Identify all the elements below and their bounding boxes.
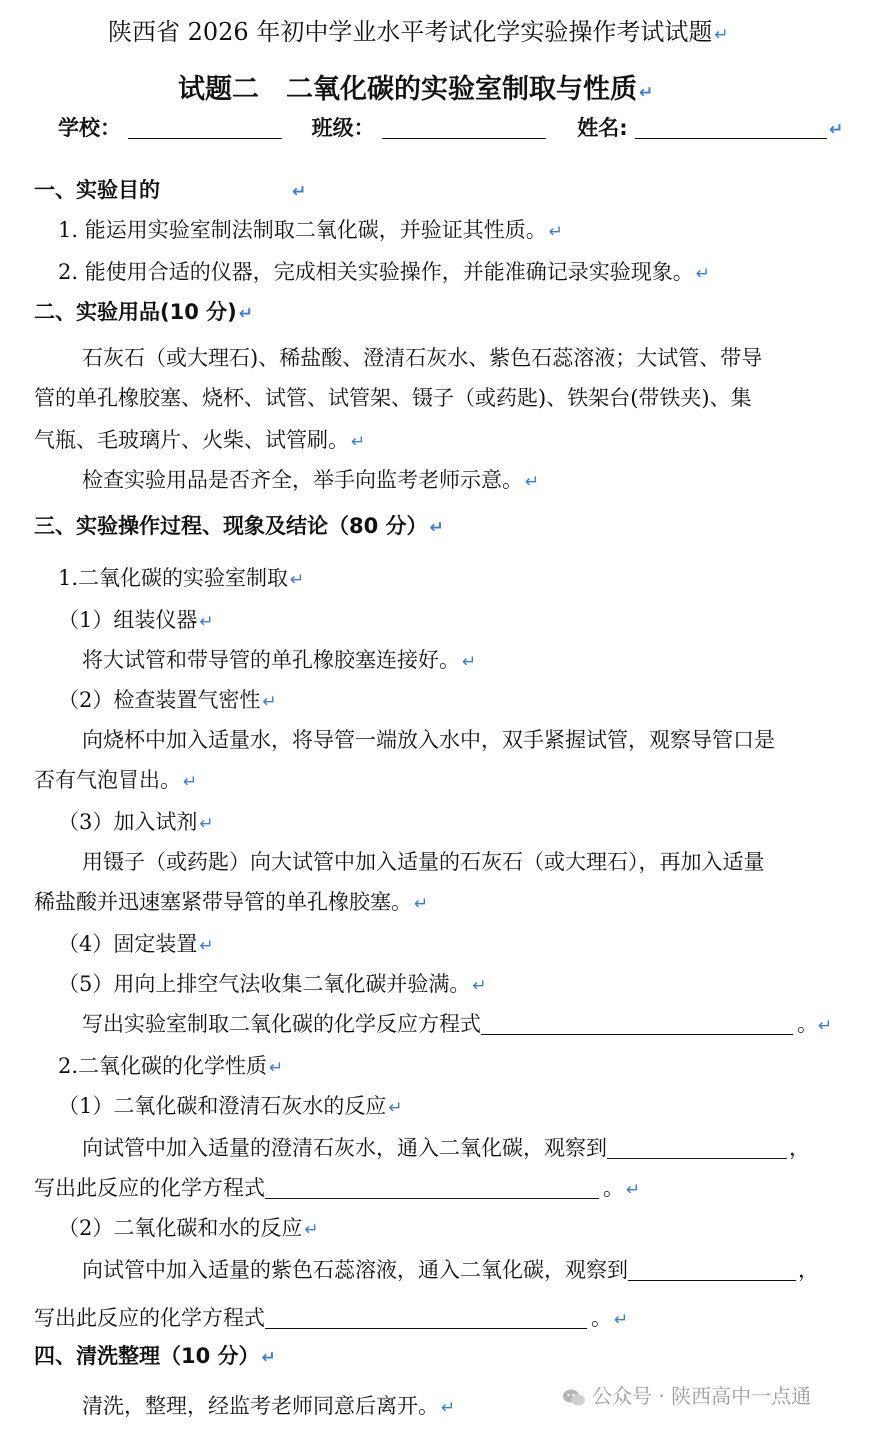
s3-2-heading-text: 2.二氧化碳的化学性质 bbox=[58, 1054, 268, 1078]
s3-2-1-line-2-text: 写出此反应的化学方程式 bbox=[34, 1176, 265, 1200]
s2-line-3-text: 气瓶、毛玻璃片、火柴、试管刷。 bbox=[34, 428, 349, 452]
paragraph-mark-icon: ↵ bbox=[304, 1220, 319, 1240]
student-info-row bbox=[58, 114, 843, 144]
s3-1-equation-line bbox=[82, 1010, 832, 1040]
s2-line-3 bbox=[34, 426, 365, 456]
paragraph-mark-icon: ↵ bbox=[714, 25, 729, 45]
s3-1-5-heading bbox=[58, 970, 487, 1000]
co2-preparation-equation-field[interactable] bbox=[481, 1012, 793, 1035]
paragraph-mark-icon: ↵ bbox=[388, 1098, 403, 1118]
s3-2-1-heading-text: （1）二氧化碳和澄清石灰水的反应 bbox=[58, 1094, 387, 1118]
s3-2-2-line-1-text: 向试管中加入适量的紫色石蕊溶液，通入二氧化碳，观察到 bbox=[82, 1258, 628, 1282]
period-punct: 。 bbox=[797, 1012, 818, 1036]
paragraph-mark-icon: ↵ bbox=[695, 264, 710, 284]
name-label: 姓名: bbox=[577, 116, 628, 140]
s3-1-3-line-2 bbox=[34, 888, 428, 918]
section-4-title-text: 四、清洗整理（10 分） bbox=[34, 1344, 260, 1368]
s3-1-5-heading-text: （5）用向上排空气法收集二氧化碳并验满。 bbox=[58, 972, 471, 996]
s3-1-3-heading bbox=[58, 808, 214, 838]
s1-item-2-text: 2. 能使用合适的仪器，完成相关实验操作，并能准确记录实验现象。 bbox=[58, 260, 694, 284]
paragraph-mark-icon: ↵ bbox=[818, 1016, 833, 1036]
exam-title bbox=[108, 18, 729, 49]
paragraph-mark-icon: ↵ bbox=[183, 772, 198, 792]
limewater-observation-field[interactable] bbox=[607, 1136, 787, 1159]
comma-punct: ， bbox=[789, 1136, 810, 1160]
s1-item-2 bbox=[58, 258, 710, 288]
s2-line-2 bbox=[34, 384, 752, 412]
paragraph-mark-icon: ↵ bbox=[351, 432, 366, 452]
section-2-title-text: 二、实验用品(10 分) bbox=[34, 300, 237, 324]
class-label: 班级： bbox=[311, 116, 375, 140]
period-punct: 。 bbox=[603, 1176, 624, 1200]
s2-line-1-text: 石灰石（或大理石)、稀盐酸、澄清石灰水、紫色石蕊溶液；大试管、带导 bbox=[82, 346, 763, 370]
s3-2-2-line-2 bbox=[34, 1304, 628, 1334]
question-title-text: 试题二 二氧化碳的实验室制取与性质 bbox=[178, 74, 637, 105]
paragraph-mark-icon: ↵ bbox=[261, 1348, 276, 1368]
s3-2-1-line-2 bbox=[34, 1174, 640, 1204]
school-label: 学校： bbox=[58, 116, 121, 140]
s3-2-2-line-1 bbox=[82, 1256, 819, 1284]
paragraph-mark-icon: ↵ bbox=[472, 976, 487, 996]
s3-1-1-text-content: 将大试管和带导管的单孔橡胶塞连接好。 bbox=[82, 648, 460, 672]
paragraph-mark-icon: ↵ bbox=[614, 1310, 629, 1330]
litmus-observation-field[interactable] bbox=[628, 1258, 796, 1281]
section-1-title-text: 一、实验目的 bbox=[34, 178, 160, 202]
s3-1-4-heading-text: （4）固定装置 bbox=[58, 932, 198, 956]
s3-1-heading-text: 1.二氧化碳的实验室制取 bbox=[58, 566, 289, 590]
paragraph-mark-icon: ↵ bbox=[292, 182, 307, 202]
paragraph-mark-icon: ↵ bbox=[626, 1180, 641, 1200]
s1-item-1 bbox=[58, 216, 563, 246]
paragraph-mark-icon: ↵ bbox=[525, 472, 540, 492]
paragraph-mark-icon: ↵ bbox=[238, 304, 253, 324]
s3-1-equation-prompt: 写出实验室制取二氧化碳的化学反应方程式 bbox=[82, 1012, 481, 1036]
s3-1-2-line-2-text: 否有气泡冒出。 bbox=[34, 768, 181, 792]
paragraph-mark-icon: ↵ bbox=[441, 1398, 456, 1418]
s2-line-2-text: 管的单孔橡胶塞、烧杯、试管、试管架、镊子（或药匙)、铁架台(带铁夹)、集 bbox=[34, 386, 752, 410]
class-field[interactable] bbox=[382, 116, 546, 139]
paragraph-mark-icon: ↵ bbox=[828, 120, 844, 140]
s3-2-2-heading bbox=[58, 1214, 319, 1244]
s3-2-1-heading bbox=[58, 1092, 403, 1122]
paragraph-mark-icon: ↵ bbox=[429, 518, 444, 538]
paragraph-mark-icon: ↵ bbox=[639, 83, 654, 103]
limewater-equation-field[interactable] bbox=[265, 1176, 599, 1199]
s3-1-4-heading bbox=[58, 930, 214, 960]
section-1-title bbox=[34, 176, 306, 206]
period-punct: 。 bbox=[591, 1306, 612, 1330]
paragraph-mark-icon: ↵ bbox=[269, 1058, 284, 1078]
s3-2-heading bbox=[58, 1052, 283, 1082]
s3-1-2-heading bbox=[58, 686, 277, 716]
s3-1-1-heading bbox=[58, 606, 214, 636]
wechat-icon bbox=[562, 1388, 586, 1408]
s3-1-3-line-1-text: 用镊子（或药匙）向大试管中加入适量的石灰石（或大理石），再加入适量 bbox=[82, 850, 765, 874]
paragraph-mark-icon: ↵ bbox=[548, 222, 563, 242]
school-field[interactable] bbox=[128, 116, 282, 139]
s3-1-3-line-1 bbox=[82, 848, 765, 876]
paragraph-mark-icon: ↵ bbox=[290, 570, 305, 590]
question-title bbox=[178, 76, 653, 107]
paragraph-mark-icon: ↵ bbox=[199, 612, 214, 632]
s3-1-3-line-2-text: 稀盐酸并迅速塞紧带导管的单孔橡胶塞。 bbox=[34, 890, 412, 914]
section-3-title bbox=[34, 512, 444, 542]
name-field[interactable] bbox=[635, 116, 827, 139]
paragraph-mark-icon: ↵ bbox=[262, 692, 277, 712]
s3-1-heading bbox=[58, 564, 304, 594]
paragraph-mark-icon: ↵ bbox=[199, 936, 214, 956]
s3-1-2-line-1-text: 向烧杯中加入适量水，将导管一端放入水中，双手紧握试管，观察导管口是 bbox=[82, 728, 775, 752]
s3-1-1-heading-text: （1）组装仪器 bbox=[58, 608, 198, 632]
s2-line-4 bbox=[82, 466, 539, 496]
exam-title-text: 陕西省 2026 年初中学业水平考试化学实验操作考试试题 bbox=[108, 18, 713, 46]
s3-2-2-line-2-text: 写出此反应的化学方程式 bbox=[34, 1306, 265, 1330]
section-2-title bbox=[34, 298, 253, 328]
paragraph-mark-icon: ↵ bbox=[414, 894, 429, 914]
comma-punct: ， bbox=[798, 1258, 819, 1282]
s3-2-1-line-1 bbox=[82, 1134, 810, 1162]
s3-1-3-heading-text: （3）加入试剂 bbox=[58, 810, 198, 834]
watermark-text: 公众号 · 陕西高中一点通 bbox=[592, 1384, 812, 1408]
s3-2-1-line-1-text: 向试管中加入适量的澄清石灰水，通入二氧化碳，观察到 bbox=[82, 1136, 607, 1160]
s3-1-2-line-1 bbox=[82, 726, 775, 754]
s4-text-content: 清洗，整理，经监考老师同意后离开。 bbox=[82, 1394, 439, 1418]
section-4-title bbox=[34, 1342, 276, 1372]
watermark bbox=[562, 1380, 811, 1409]
s3-1-2-heading-text: （2）检查装置气密性 bbox=[58, 688, 261, 712]
carbonic-acid-equation-field[interactable] bbox=[265, 1306, 587, 1329]
paragraph-mark-icon: ↵ bbox=[199, 814, 214, 834]
section-3-title-text: 三、实验操作过程、现象及结论（80 分） bbox=[34, 514, 428, 538]
s3-2-2-heading-text: （2）二氧化碳和水的反应 bbox=[58, 1216, 303, 1240]
s2-line-1 bbox=[82, 344, 762, 372]
s2-line-4-text: 检查实验用品是否齐全，举手向监考老师示意。 bbox=[82, 468, 523, 492]
s4-text bbox=[82, 1392, 455, 1422]
s3-1-2-line-2 bbox=[34, 766, 197, 796]
s3-1-1-text bbox=[82, 646, 476, 676]
paragraph-mark-icon: ↵ bbox=[462, 652, 477, 672]
s1-item-1-text: 1. 能运用实验室制法制取二氧化碳，并验证其性质。 bbox=[58, 218, 547, 242]
